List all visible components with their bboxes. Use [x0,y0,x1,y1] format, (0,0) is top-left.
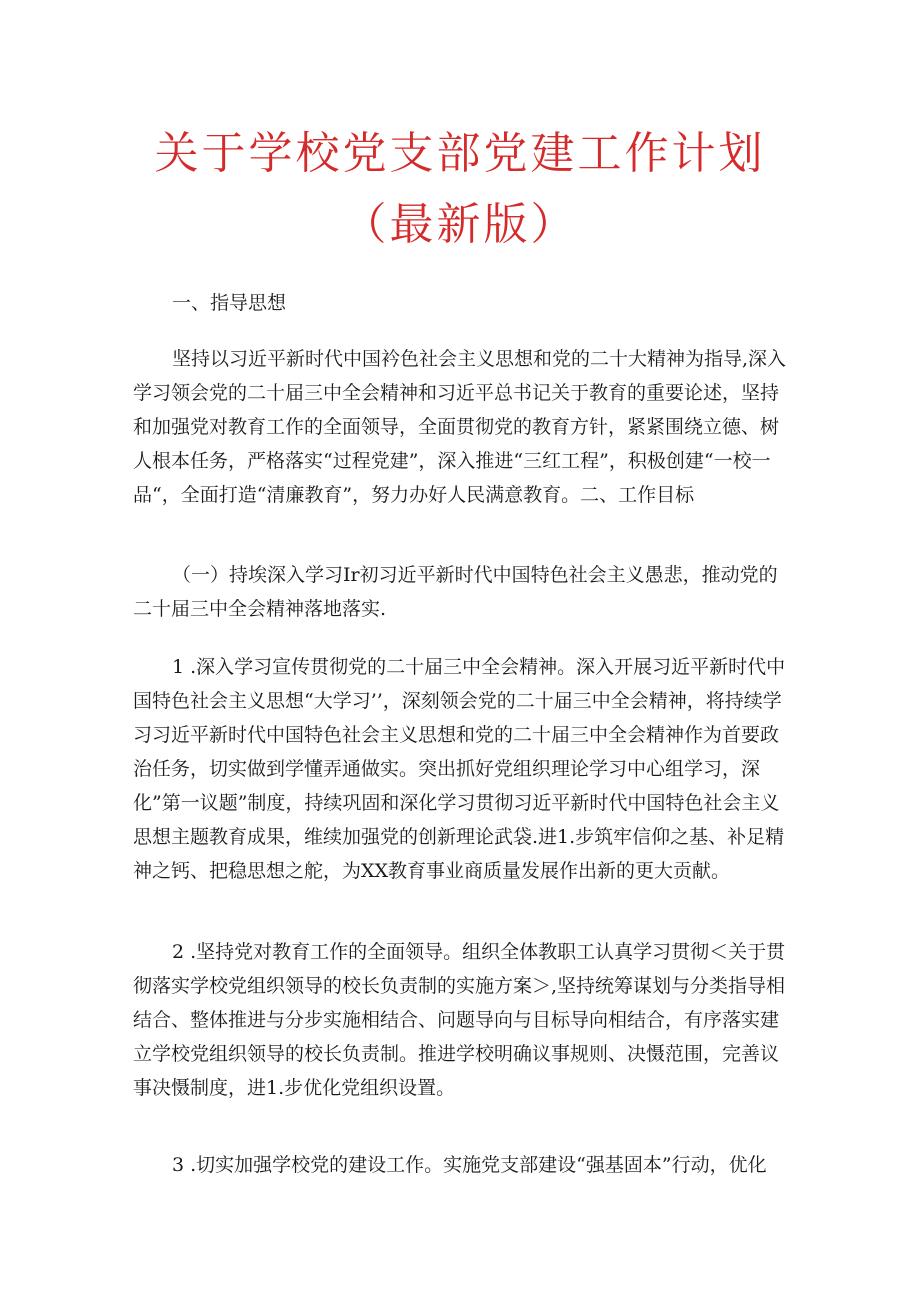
paragraph-text: 坚持以习近平新时代中国衿色社会主义思想和党的二十大精神为指导,深入学习领会党的二十届三中全会精神和习近平总书记关于教育的重要论述，坚持和加强党对教育工作的全面领导，全面贯彻党的教育方针，紧紧围绕立德、树人根本任务，严格落实“过程党建”，深入推进“三红工程”，积极创建“一校一品“，全面打造“清廉教育”，努力办好人民满意教育。二、工作目标 [133,348,787,506]
paragraph-item-1 [133,650,791,888]
paragraph-text: 1 .深入学习宣传贯彻党的二十届三中全会精神。深入开展习近平新时代中国特色社会主义思想“大学习’’，深刻领会党的二十届三中全会精神，将持续学习习近平新时代中国特色社会主义思想和党的二十届三中全会精神作为首要政治任务，切实做到学懂弄通做实。突出抓好党组织理论学习中心组学习，深化”第一议题”制度，持续巩固和深化学习贯彻习近平新时代中国特色社会主义思想主题教育成果，维续加强党的创新理论武袋.进1.步筑牢信仰之基、补足精神之钙、把稳思想之舵，为XX教育事业商质量发展作出新的更大贡献。 [133,656,786,882]
document-title: 关于学校党支部党建工作计划 [154,128,766,179]
document-subtitle: （最新版） [342,199,578,250]
paragraph-guiding-ideology [133,342,791,512]
paragraph-goal-one [133,558,791,626]
paragraph-text: 2 .坚持党对教育工作的全面领导。组织全体教职工认真学习贯彻＜关于贯彻落实学校党组织领导的校长负责制的实施方案＞,坚持统筹谋划与分类指导相结合、整体推进与分步实施相结合、问题导向与目标导向相结合，有序落实建立学校党组织领导的校长负责制。推进学校明确议事规则、决慑范围，完善议事决慑制度，进1.步优化党组织设置。 [133,941,786,1099]
paragraph-text: 3 .切实加强学校党的建设工作。实施党支部建设“强基固本”行动，优化 [172,1154,767,1176]
paragraph-item-3 [133,1148,791,1182]
section-heading-guiding-ideology [133,286,791,320]
section-heading-text: 一、指导思想 [172,292,287,314]
paragraph-item-2 [133,935,791,1105]
paragraph-text: （一）持埃深入学习Ir初习近平新时代中国特色社会主义愚悲，推动党的二十届三中全会精神落地落实. [133,564,778,620]
